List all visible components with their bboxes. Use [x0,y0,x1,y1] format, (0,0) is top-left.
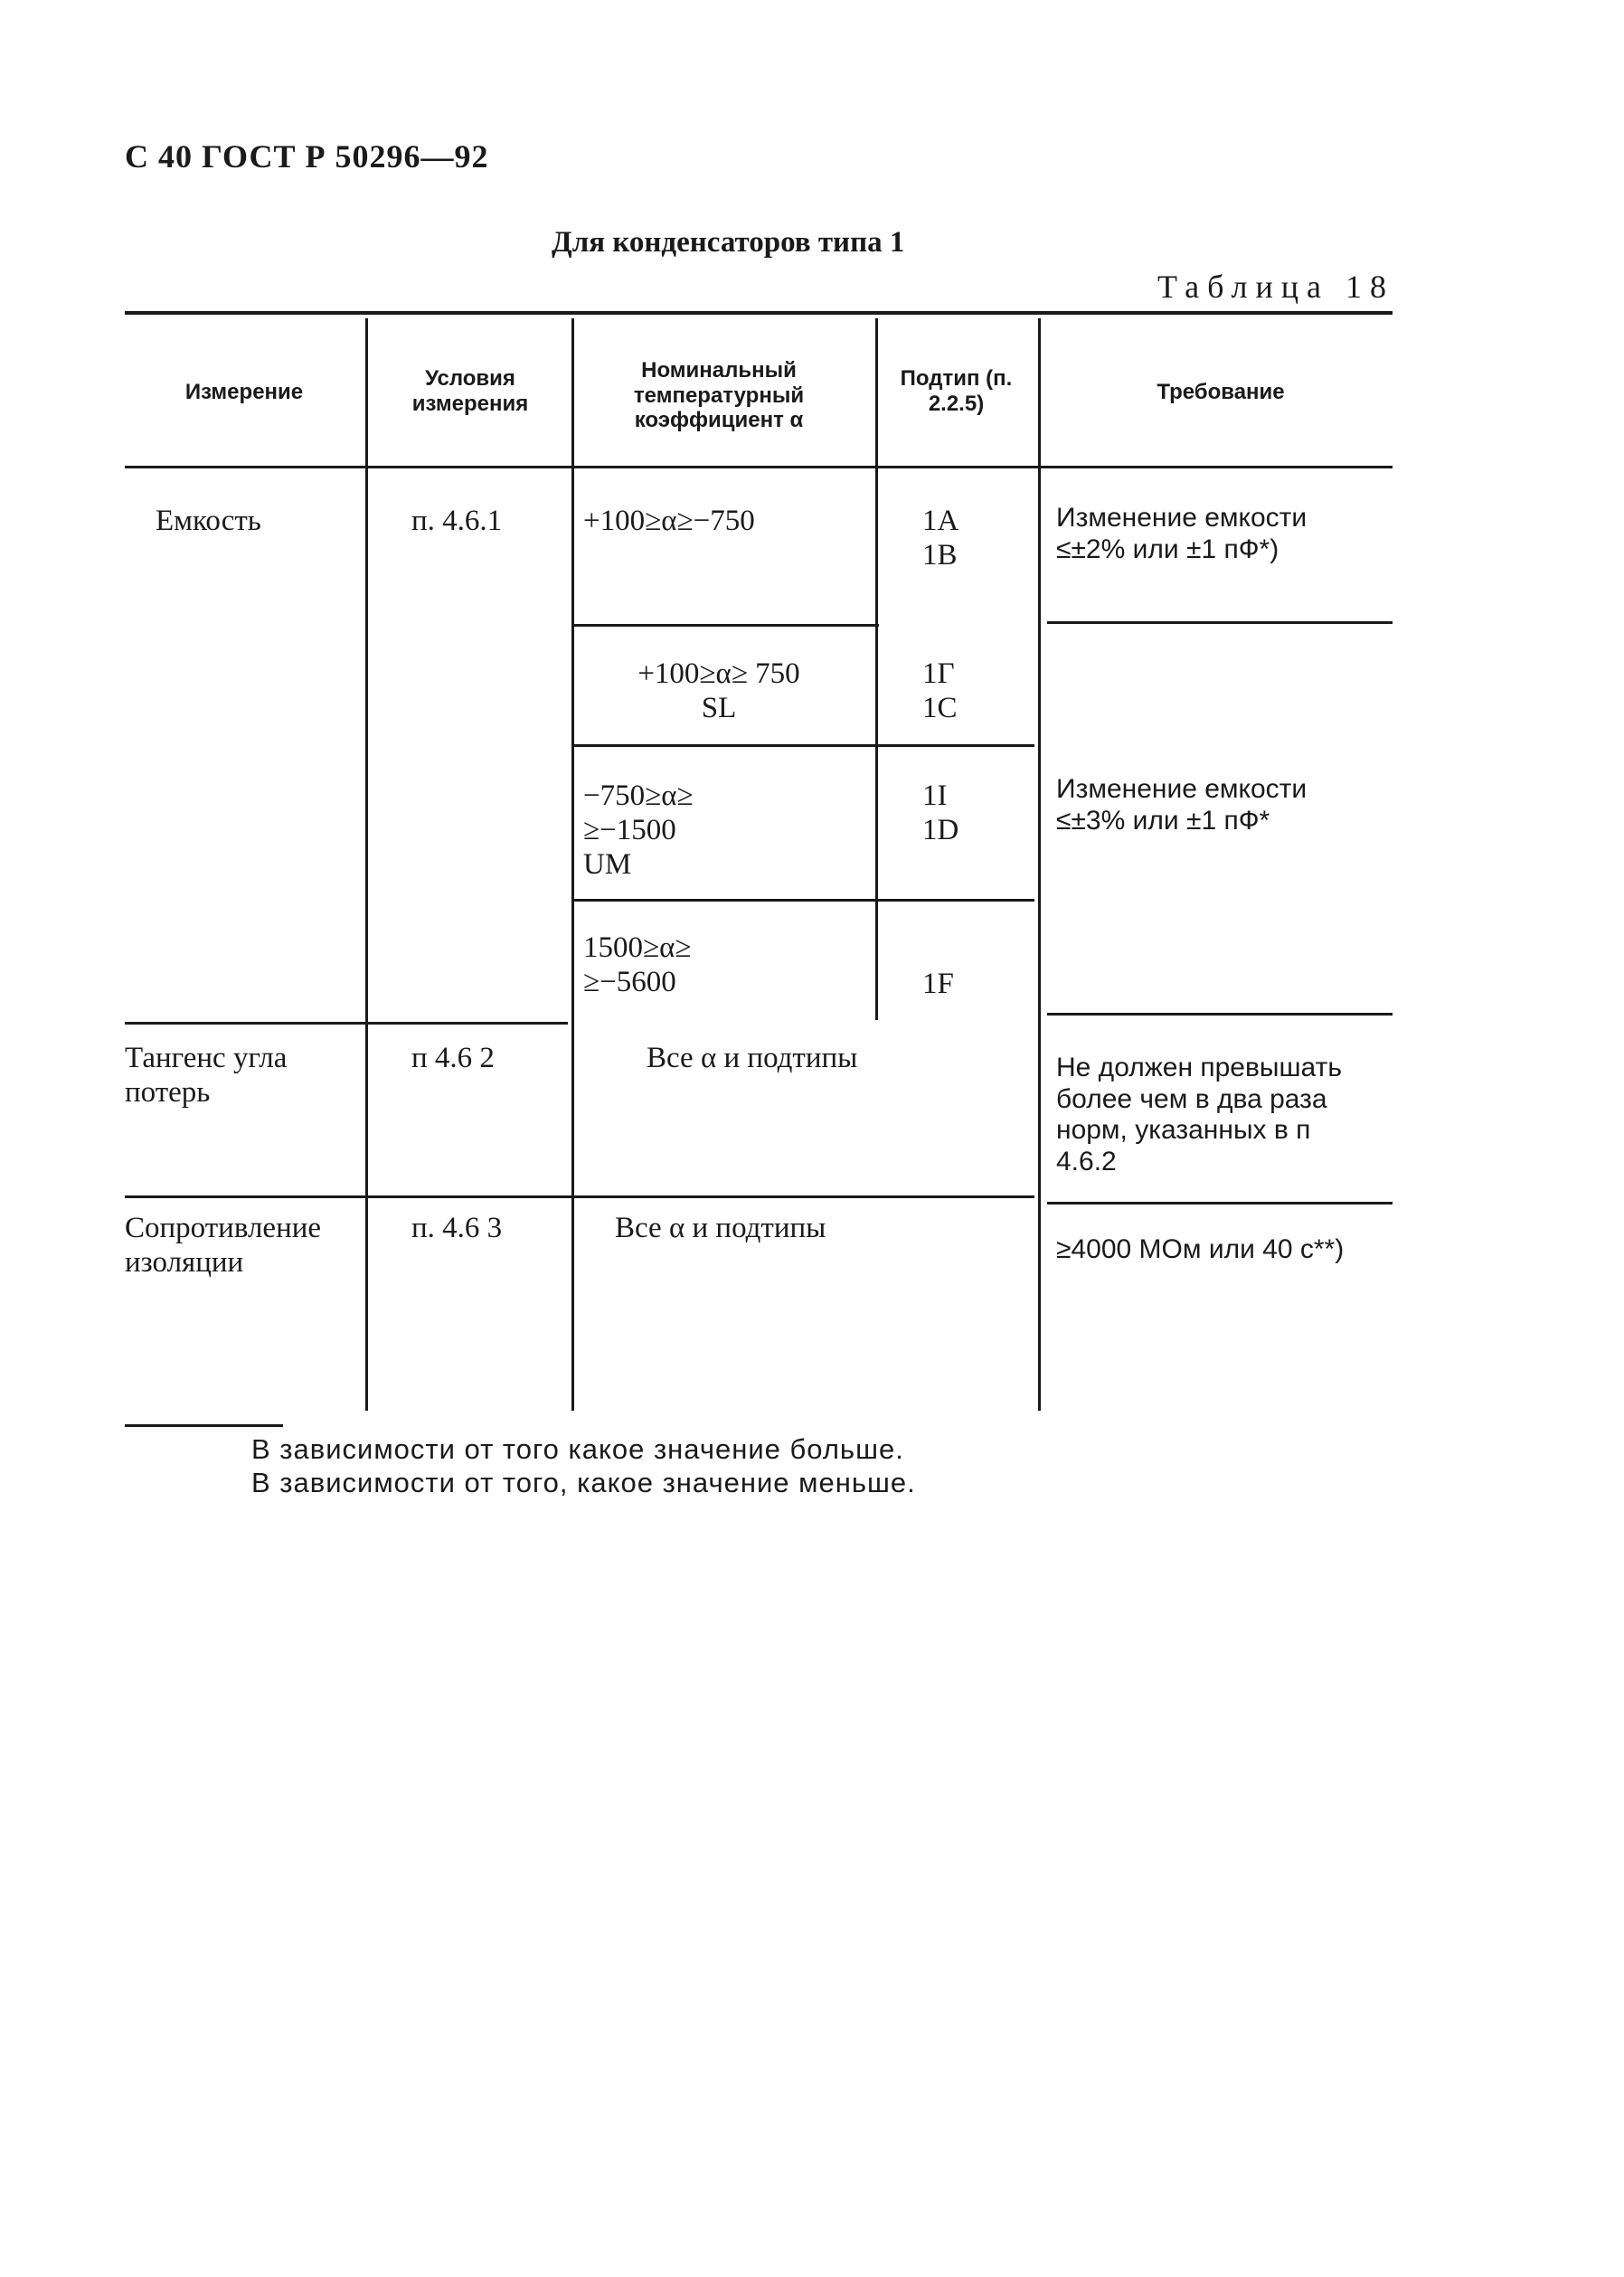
footnote-rule [125,1424,283,1427]
table-number: Таблица 18 [1157,269,1394,305]
column-divider [875,318,878,1020]
row-capacitance-measurement: Емкость [156,505,261,537]
row-loss-tangent-requirement: Не должен превышать более чем в два раза норм, указанных в п 4.6.2 [1056,1053,1342,1176]
row-divider [571,624,879,627]
row-loss-tangent-measurement: Тангенс угла потерь [125,1042,288,1109]
row-loss-tangent-conditions: п 4.6 2 [411,1042,495,1074]
column-header-coefficient: Номинальный температурный коэффициент α [633,358,805,433]
coefficient-cell: +100≥α≥−750 [583,505,755,537]
table-caption: Для конденсаторов типа 1 [552,226,905,259]
subtype-cell: 1Г 1C [922,657,958,724]
row-divider [125,1022,568,1025]
row-insulation-coefficient: Все α и подтипы [615,1212,826,1244]
coefficient-cell: −750≥α≥ ≥−1500 UM [583,779,694,881]
header-bottom-rule [125,466,1393,468]
column-header-conditions: Условия измерения [411,366,529,416]
footnote: В зависимости от того, какое значение меньше. [251,1467,916,1498]
footnote: В зависимости от того какое значение больше. [251,1433,904,1465]
row-insulation-requirement: ≥4000 МОм или 40 с**) [1056,1234,1345,1264]
row-divider [1047,1013,1393,1016]
row-insulation-conditions: п. 4.6 3 [411,1212,503,1244]
requirement-cell: Изменение емкости ≤±2% или ±1 пФ*) [1056,503,1308,564]
column-header-measurement: Измерение [184,380,304,404]
table-top-rule [125,311,1393,315]
requirement-cell: Изменение емкости ≤±3% или ±1 пФ* [1056,774,1308,836]
column-header-subtype: Подтип (п. 2.2.5) [900,366,1013,416]
row-capacitance-conditions: п. 4.6.1 [411,505,503,537]
column-divider [571,318,574,1411]
subtype-cell: 1F [922,968,954,1000]
row-divider [571,899,1034,902]
column-header-requirement: Требование [1157,380,1285,404]
subtype-cell: 1I 1D [922,779,959,846]
column-divider [1038,318,1041,1411]
page-header: С 40 ГОСТ Р 50296—92 [125,138,489,175]
row-insulation-measurement: Сопротивление изоляции [125,1212,322,1279]
row-loss-tangent-coefficient: Все α и подтипы [647,1042,858,1074]
row-divider [571,744,1034,747]
row-divider [1047,1202,1393,1205]
coefficient-cell: 1500≥α≥ ≥−5600 [583,931,692,998]
column-divider [365,318,368,1411]
subtype-cell: 1A 1B [922,505,959,572]
row-divider [125,1195,1034,1198]
coefficient-cell: +100≥α≥ 750 SL [637,657,800,724]
row-divider [1047,621,1393,624]
